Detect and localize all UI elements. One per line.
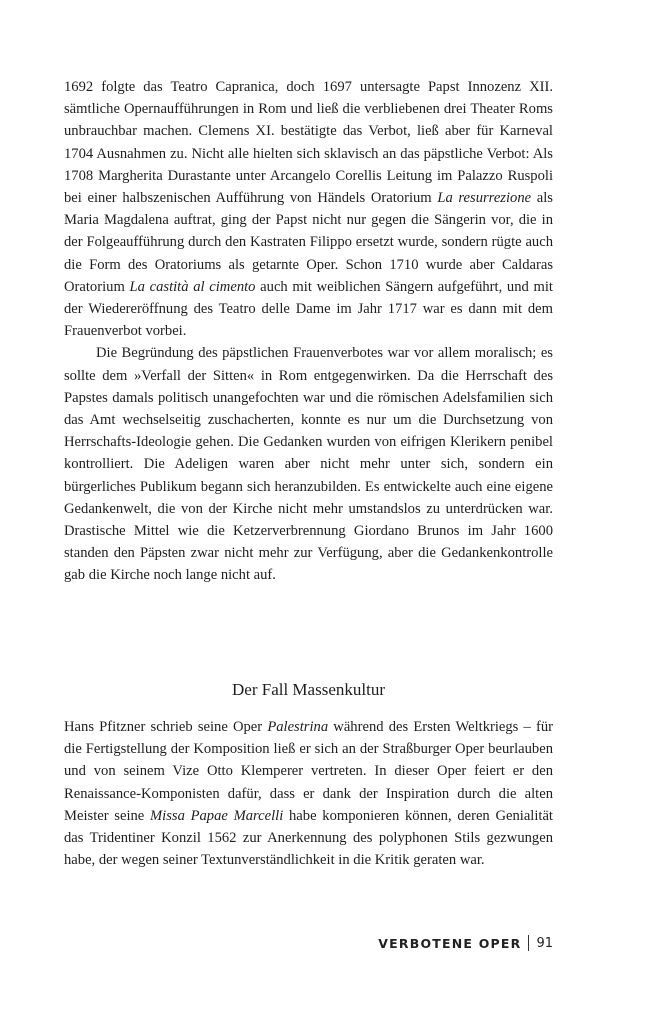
italic-title-palestrina: Palestrina bbox=[267, 719, 329, 735]
text-run: Hans Pfitzner schrieb seine Oper bbox=[64, 719, 268, 735]
text-run: als Maria Magdalena auftrat, ging der Papst nicht nur gegen die Sängerin vor, die in der Folgeaufführung durch den Kastraten Filippo ersetzt wurde, sondern rügte auch die Form des Oratoriums als getarnte Oper. Schon 1710 wurde aber Caldaras Oratorium bbox=[64, 190, 553, 295]
italic-title-la-resurrezione: La resurrezione bbox=[437, 190, 532, 207]
text-run: habe komponieren können, deren Genialität das Tridentiner Konzil 1562 zur Anerkennung des polyphonen Stils gezwungen habe, der wegen seiner Textunverständlichkeit in die Kritik geraten war. bbox=[64, 807, 553, 869]
body-text bbox=[64, 76, 553, 587]
text-run: 1692 folgte das Teatro Capranica, doch 1697 untersagte Papst Innozenz XII. sämtliche Opernaufführungen in Rom und ließ die verbliebenen drei Theater Roms unbrauchbar machen. Clemens XI. bestätigte das Verbot, ließ aber für Karneval 1704 Ausnahmen zu. Nicht alle hielten sich sklavisch an das päpstliche Verbot: Als 1708 Margherita Durastante unter Arcangelo Corellis Leitung im Palazzo Ruspoli bei einer halbszenischen Aufführung von Händels Oratorium bbox=[64, 79, 553, 207]
text-run: während des Ersten Weltkriegs – für die Fertigstellung der Komposition ließ er sich an der Straßburger Oper beurlauben und von seinem Vize Otto Klemperer vertreten. In dieser Oper feiert er den Renaissance-Komponisten dafür, dass er dank der Inspiration durch die alten Meister seine bbox=[64, 719, 553, 824]
page-number: 91 bbox=[536, 935, 553, 951]
section-paragraph-1 bbox=[64, 716, 553, 871]
text-run: Die Begründung des päpstlichen Frauenverbotes war vor allem moralisch; es sollte dem »Verfall der Sitten« in Rom entgegenwirken. Da die Herrschaft des Papstes damals politisch unangefochten war und die römischen Adelsfamilien sich das Amt wechselseitig zuschacherten, konnte es nur um die Durchsetzung von Herrschafts-Ideologie gehen. Die Gedanken wurden von eifrigen Klerikern penibel kontrolliert. Die Adeligen waren aber nicht mehr unter sich, sondern ein bürgerliches Publikum begann sich heranzubilden. Es entwickelte auch eine eigene Gedankenwelt, die von der Kirche nicht mehr umstandslos zu unterdrücken war. Drastische Mittel wie die Ketzerverbrennung Giordano Brunos im Jahr 1600 standen den Päpsten zwar nicht mehr zur Verfügung, aber die Gedankenkontrolle gab die Kirche noch lange nicht auf. bbox=[64, 345, 553, 584]
paragraph-2 bbox=[64, 342, 553, 586]
running-title: VERBOTENE OPER bbox=[378, 935, 522, 951]
italic-title-missa-papae-marcelli: Missa Papae Marcelli bbox=[150, 807, 284, 824]
paragraph-1 bbox=[64, 76, 553, 342]
italic-title-la-castita-al-cimento: La castità al cimento bbox=[129, 278, 256, 295]
footer-divider bbox=[528, 935, 529, 951]
page-footer bbox=[378, 935, 553, 951]
text-run: auch mit weiblichen Sängern aufgeführt, und mit der Wiedereröffnung des Teatro delle Dame im Jahr 1717 war es dann mit dem Frauenverbot vorbei. bbox=[64, 278, 553, 340]
section-heading: Der Fall Massenkultur bbox=[232, 680, 385, 699]
section-body-text bbox=[64, 716, 553, 871]
